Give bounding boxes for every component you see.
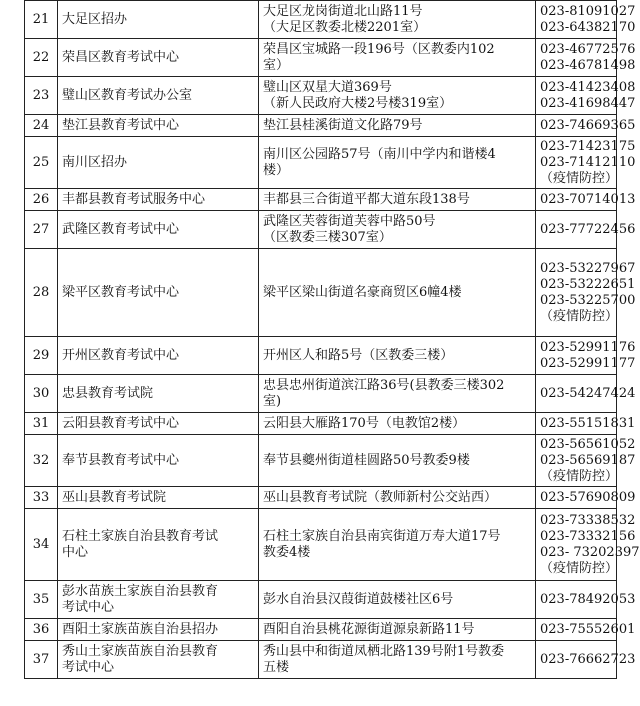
office-name (58, 641, 259, 679)
office-name-line: 梁平区教育考试中心 (62, 284, 180, 300)
office-phone (536, 115, 636, 137)
row-number: 24 (25, 115, 58, 137)
office-phone (536, 375, 636, 413)
office-phone-line: 023-64382170 (540, 19, 636, 35)
office-address (259, 375, 536, 413)
office-phone (536, 1, 636, 39)
office-phone (536, 487, 636, 509)
office-address-line: 彭水自治县汉葭街道鼓楼社区6号 (263, 591, 454, 607)
office-address-line: 南川区公园路57号（南川中学内和谐楼4 (263, 146, 496, 162)
office-address-line: 忠县忠州街道滨江路36号(县教委三楼302 (263, 377, 505, 393)
office-phone (536, 137, 636, 189)
office-address (259, 211, 536, 249)
office-phone (536, 641, 636, 679)
table-row (25, 337, 617, 375)
office-name (58, 581, 259, 619)
office-name (58, 137, 259, 189)
office-name-line: 秀山土家族苗族自治县教育 (62, 643, 219, 659)
office-phone-line: 023-55151831 (540, 415, 636, 431)
office-address-line: 楼） (263, 162, 290, 178)
office-name (58, 189, 259, 211)
office-phone-line: 023-46772576 (540, 41, 636, 57)
office-name-line: 荣昌区教育考试中心 (62, 49, 180, 65)
office-name (58, 211, 259, 249)
office-phone (536, 189, 636, 211)
office-address (259, 115, 536, 137)
table-row (25, 413, 617, 435)
office-phone-line: 023-53227967 (540, 260, 636, 276)
office-name (58, 487, 259, 509)
office-name (58, 435, 259, 487)
row-number: 28 (25, 249, 58, 337)
office-address (259, 189, 536, 211)
office-address-line: 梁平区梁山街道名豪商贸区6幢4楼 (263, 284, 462, 300)
office-name-line: 璧山区教育考试办公室 (62, 87, 193, 103)
office-address (259, 337, 536, 375)
office-phone-line: 023-78492053 (540, 591, 636, 607)
exam-office-table (24, 0, 640, 679)
office-phone-line: 023-53222651 (540, 276, 636, 292)
office-name-line: 中心 (62, 544, 89, 560)
office-address (259, 413, 536, 435)
office-phone (536, 249, 636, 337)
office-phone-line: 023-52991176 (540, 339, 636, 355)
office-name (58, 509, 259, 581)
office-phone-line: 023-57690809 (540, 489, 636, 505)
office-name (58, 249, 259, 337)
office-phone (536, 581, 636, 619)
office-address-line: （新人民政府大楼2号楼319室） (263, 95, 453, 111)
office-phone-line: 023-76662723 (540, 651, 636, 667)
office-phone (536, 39, 636, 77)
table-row (25, 581, 617, 619)
office-name-line: 彭水苗族土家族自治县教育 (62, 583, 219, 599)
office-address (259, 487, 536, 509)
office-address-line: 璧山区双星大道369号 (263, 79, 392, 95)
row-number: 32 (25, 435, 58, 487)
table-row (25, 211, 617, 249)
office-name-line: 云阳县教育考试中心 (62, 415, 180, 431)
office-address (259, 641, 536, 679)
office-phone-line: 023-56561052 (540, 436, 636, 452)
office-name-line: 垫江县教育考试中心 (62, 117, 180, 133)
office-phone-line: 023-56569187 (540, 452, 636, 468)
row-number: 34 (25, 509, 58, 581)
office-address-line: 五楼 (263, 659, 290, 675)
office-name (58, 77, 259, 115)
office-address-line: 武隆区芙蓉街道芙蓉中路50号 (263, 213, 436, 229)
office-address-line: 大足区龙岗街道北山路11号 (263, 3, 423, 19)
office-phone (536, 211, 636, 249)
office-name-line: 南川区招办 (62, 154, 128, 170)
office-phone-line: 023-77722456 (540, 221, 636, 237)
office-address-line: 荣昌区宝城路一段196号（区教委内102 (263, 41, 495, 57)
table-row (25, 375, 617, 413)
row-number: 35 (25, 581, 58, 619)
row-number: 21 (25, 1, 58, 39)
office-address (259, 581, 536, 619)
office-address-line: 秀山县中和街道凤栖北路139号附1号教委 (263, 643, 505, 659)
office-address-line: 开州区人和路5号（区教委三楼） (263, 347, 454, 363)
office-address (259, 509, 536, 581)
office-phone (536, 435, 636, 487)
row-number: 29 (25, 337, 58, 375)
office-name-line: 酉阳土家族苗族自治县招办 (62, 621, 219, 637)
office-address (259, 77, 536, 115)
row-number: 30 (25, 375, 58, 413)
office-name-line: 石柱土家族自治县教育考试 (62, 528, 219, 544)
row-number: 27 (25, 211, 58, 249)
table-row (25, 641, 617, 679)
office-address-line: 酉阳自治县桃花源街道源泉新路11号 (263, 621, 475, 637)
office-phone (536, 619, 636, 641)
office-name (58, 337, 259, 375)
table-row (25, 137, 617, 189)
office-phone-line: 023-75552601 (540, 621, 636, 637)
office-name (58, 413, 259, 435)
office-phone-line: 023-71412110 (540, 154, 636, 170)
row-number: 33 (25, 487, 58, 509)
row-number: 25 (25, 137, 58, 189)
office-phone-line: 023-46781498 (540, 57, 636, 73)
table-row (25, 39, 617, 77)
office-address-line: 石柱土家族自治县南宾街道万寿大道17号 (263, 528, 501, 544)
office-phone-line: 023-73338532 (540, 512, 636, 528)
office-name-line: 丰都县教育考试服务中心 (62, 191, 206, 207)
office-phone (536, 413, 636, 435)
table-wrapper (24, 0, 640, 679)
office-phone (536, 509, 640, 581)
office-address (259, 137, 536, 189)
office-name-line: 考试中心 (62, 659, 115, 675)
office-address-line: （大足区教委北楼2201室） (263, 19, 427, 35)
table-row (25, 619, 617, 641)
office-name-line: 考试中心 (62, 599, 115, 615)
table-row (25, 115, 617, 137)
office-address-line: 教委4楼 (263, 544, 311, 560)
office-address-line: 垫江县桂溪街道文化路79号 (263, 117, 423, 133)
row-number: 31 (25, 413, 58, 435)
office-phone-line: （疫情防控） (540, 560, 619, 576)
office-address (259, 1, 536, 39)
table-body (25, 1, 640, 679)
office-address (259, 249, 536, 337)
row-number: 22 (25, 39, 58, 77)
office-phone-line: 023-52991177 (540, 355, 636, 371)
office-phone-line: 023-54247424 (540, 385, 636, 401)
office-name (58, 619, 259, 641)
office-name-line: 奉节县教育考试中心 (62, 452, 180, 468)
office-name (58, 115, 259, 137)
office-phone (536, 337, 636, 375)
office-address-line: 丰都县三合街道平都大道东段138号 (263, 191, 470, 207)
row-number: 37 (25, 641, 58, 679)
row-number: 23 (25, 77, 58, 115)
office-phone-line: （疫情防控） (540, 308, 619, 324)
office-name (58, 375, 259, 413)
office-name-line: 忠县教育考试院 (62, 385, 154, 401)
table-row (25, 249, 617, 337)
office-address-line: 巫山县教育考试院（教师新村公交站西） (263, 489, 498, 505)
office-phone-line: 023-70714013 (540, 191, 636, 207)
office-phone-line: 023-81091027 (540, 3, 636, 19)
office-name-line: 巫山县教育考试院 (62, 489, 167, 505)
table-row (25, 1, 617, 39)
office-phone-line: （疫情防控） (540, 468, 619, 484)
office-phone-line: 023-73332156 (540, 528, 636, 544)
office-phone-line: 023-71423175 (540, 138, 636, 154)
office-address (259, 39, 536, 77)
office-name (58, 1, 259, 39)
office-address (259, 619, 536, 641)
office-phone-line: 023-74669365 (540, 117, 636, 133)
row-number: 36 (25, 619, 58, 641)
office-phone-line: 023-53225700 (540, 292, 636, 308)
office-address-line: 室) (263, 393, 282, 409)
office-phone-line: 023- 73202397 (540, 544, 640, 560)
office-address-line: 室） (263, 57, 290, 73)
office-name-line: 武隆区教育考试中心 (62, 221, 180, 237)
table-row (25, 509, 617, 581)
table-row (25, 189, 617, 211)
office-name-line: 开州区教育考试中心 (62, 347, 180, 363)
office-address-line: 云阳县大雁路170号（电教馆2楼） (263, 415, 466, 431)
table-row (25, 487, 617, 509)
office-phone-line: （疫情防控） (540, 170, 619, 186)
office-phone-line: 023-41698447 (540, 95, 636, 111)
office-phone-line: 023-41423408 (540, 79, 636, 95)
table-row (25, 435, 617, 487)
office-address-line: 奉节县夔州街道桂圆路50号教委9楼 (263, 452, 470, 468)
office-name (58, 39, 259, 77)
office-name-line: 大足区招办 (62, 11, 128, 27)
office-address-line: （区教委三楼307室） (263, 229, 392, 245)
office-phone (536, 77, 636, 115)
row-number: 26 (25, 189, 58, 211)
office-address (259, 435, 536, 487)
table-row (25, 77, 617, 115)
